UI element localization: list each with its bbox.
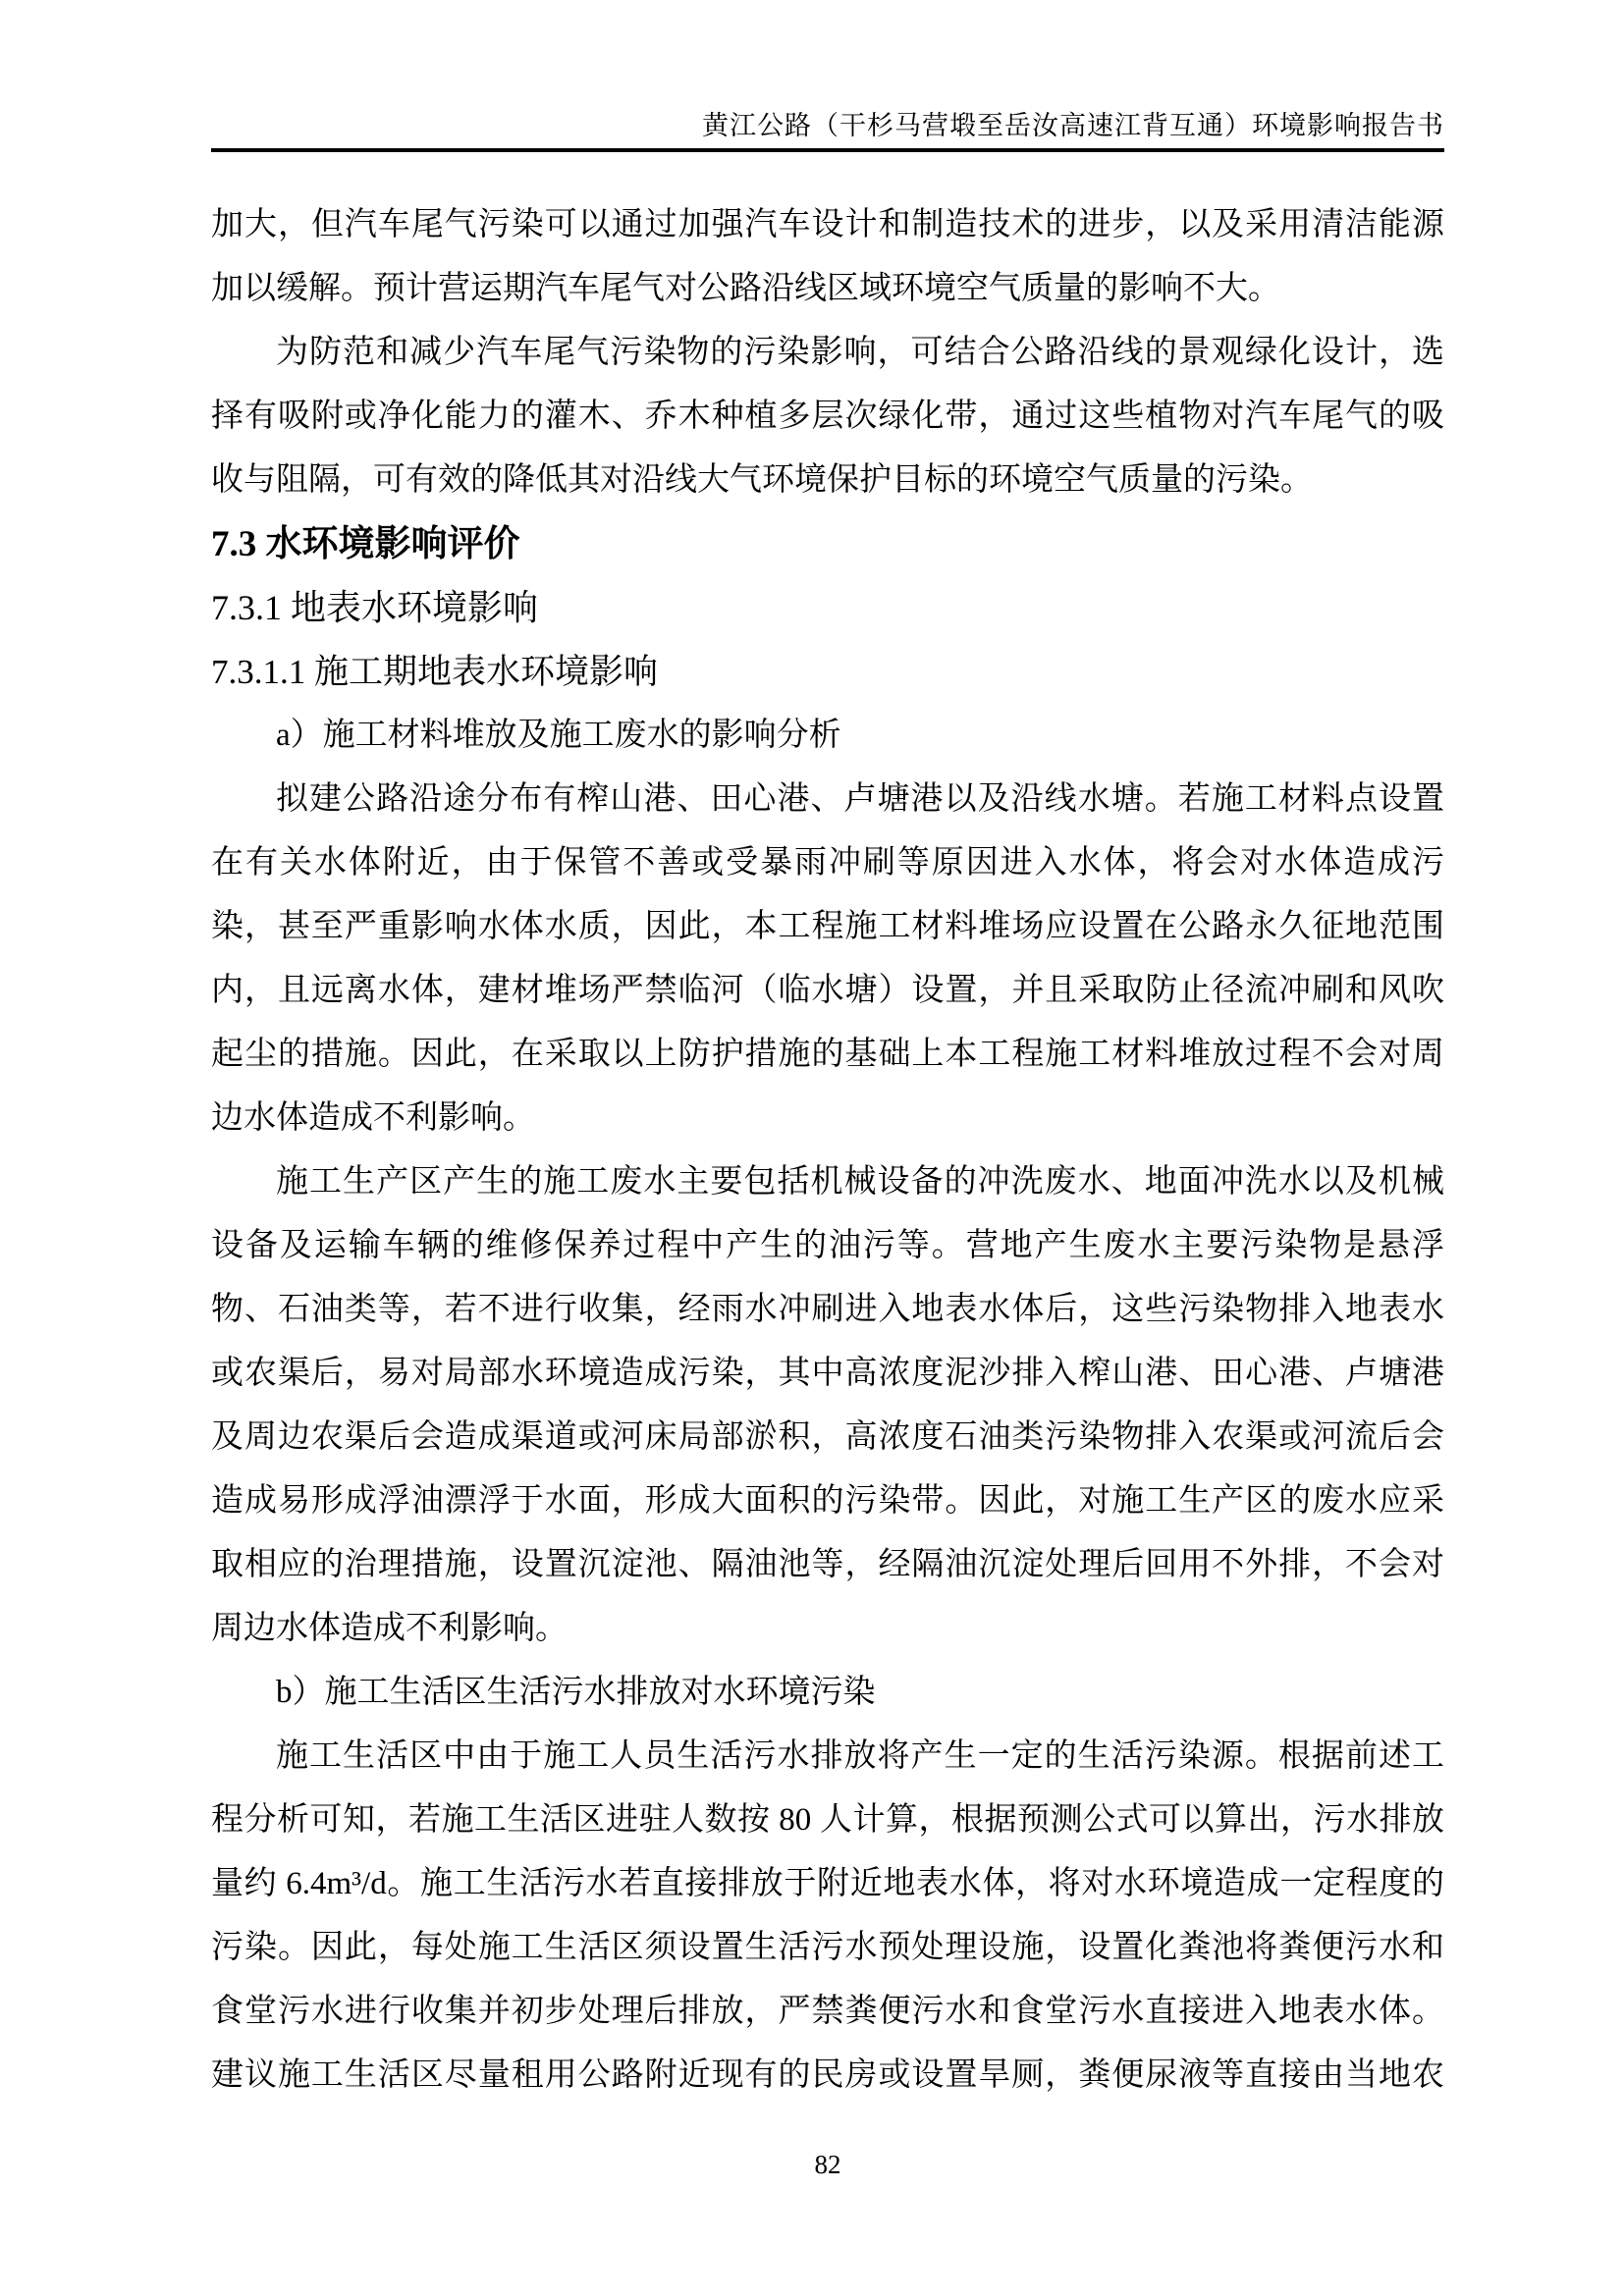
body-line: 周边水体造成不利影响。 — [211, 1611, 568, 1646]
body-line: 建议施工生活区尽量租用公路附近现有的民房或设置旱厕，粪便尿液等直接由当地农 — [211, 2057, 1444, 2093]
body-line: 边水体造成不利影响。 — [211, 1100, 535, 1136]
body-line: 起尘的措施。因此，在采取以上防护措施的基础上本工程施工材料堆放过程不会对周 — [211, 1037, 1444, 1072]
body-line: 造成易形成浮油漂浮于水面，形成大面积的污染带。因此，对施工生产区的废水应采 — [211, 1483, 1444, 1519]
body-line: 为防范和减少汽车尾气污染物的污染影响，可结合公路沿线的景观绿化设计，选 — [276, 335, 1444, 370]
heading-7-3-1: 7.3.1 地表水环境影响 — [211, 588, 539, 627]
body-line: 加大，但汽车尾气污染可以通过加强汽车设计和制造技术的进步，以及采用清洁能源 — [211, 207, 1444, 242]
body-line: 加以缓解。预计营运期汽车尾气对公路沿线区域环境空气质量的影响不大。 — [211, 271, 1280, 306]
body-line: 在有关水体附近，由于保管不善或受暴雨冲刷等原因进入水体，将会对水体造成污 — [211, 845, 1444, 881]
body-line: 施工生活区中由于施工人员生活污水排放将产生一定的生活污染源。根据前述工 — [276, 1738, 1444, 1774]
page-number: 82 — [814, 2150, 841, 2179]
body-line: 内，且远离水体，建材堆场严禁临河（临水塘）设置，并且采取防止径流冲刷和风吹 — [211, 973, 1444, 1008]
body-line: 食堂污水进行收集并初步处理后排放，严禁粪便污水和食堂污水直接进入地表水体。 — [211, 1994, 1444, 2029]
body-line: 程分析可知，若施工生活区进驻人数按 80 人计算，根据预测公式可以算出，污水排放 — [211, 1802, 1444, 1838]
page-body — [211, 193, 1444, 2108]
body-line: 量约 6.4m³/d。施工生活污水若直接排放于附近地表水体，将对水环境造成一定程度的 — [211, 1866, 1444, 1901]
body-line: 拟建公路沿途分布有榨山港、田心港、卢塘港以及沿线水塘。若施工材料点设置 — [276, 781, 1444, 817]
body-line: 施工生产区产生的施工废水主要包括机械设备的冲洗废水、地面冲洗水以及机械 — [276, 1164, 1444, 1200]
body-line: 染，甚至严重影响水体水质，因此，本工程施工材料堆场应设置在公路永久征地范围 — [211, 909, 1444, 944]
body-line: 设备及运输车辆的维修保养过程中产生的油污等。营地产生废水主要污染物是悬浮 — [211, 1228, 1444, 1263]
body-line: 物、石油类等，若不进行收集，经雨水冲刷进入地表水体后，这些污染物排入地表水 — [211, 1292, 1444, 1327]
heading-7-3-1-1: 7.3.1.1 施工期地表水环境影响 — [211, 653, 659, 691]
subitem-b-heading: b）施工生活区生活污水排放对水环境污染 — [276, 1675, 876, 1710]
body-line: 及周边农渠后会造成渠道或河床局部淤积，高浓度石油类污染物排入农渠或河流后会 — [211, 1419, 1444, 1455]
body-line: 择有吸附或净化能力的灌木、乔木种植多层次绿化带，通过这些植物对汽车尾气的吸 — [211, 399, 1444, 434]
body-line: 或农渠后，易对局部水环境造成污染，其中高浓度泥沙排入榨山港、田心港、卢塘港 — [211, 1356, 1444, 1391]
subitem-a-heading: a）施工材料堆放及施工废水的影响分析 — [276, 718, 841, 753]
header-rule — [211, 148, 1444, 152]
body-line: 污染。因此，每处施工生活区须设置生活污水预处理设施，设置化粪池将粪便污水和 — [211, 1930, 1444, 1965]
body-line: 收与阻隔，可有效的降低其对沿线大气环境保护目标的环境空气质量的污染。 — [211, 462, 1313, 498]
body-line: 取相应的治理措施，设置沉淀池、隔油池等，经隔油沉淀处理后回用不外排，不会对 — [211, 1547, 1444, 1582]
heading-7-3: 7.3 水环境影响评价 — [211, 524, 520, 564]
page-header-title: 黄江公路（干杉马营塅至岳汝高速江背互通）环境影响报告书 — [702, 111, 1444, 140]
